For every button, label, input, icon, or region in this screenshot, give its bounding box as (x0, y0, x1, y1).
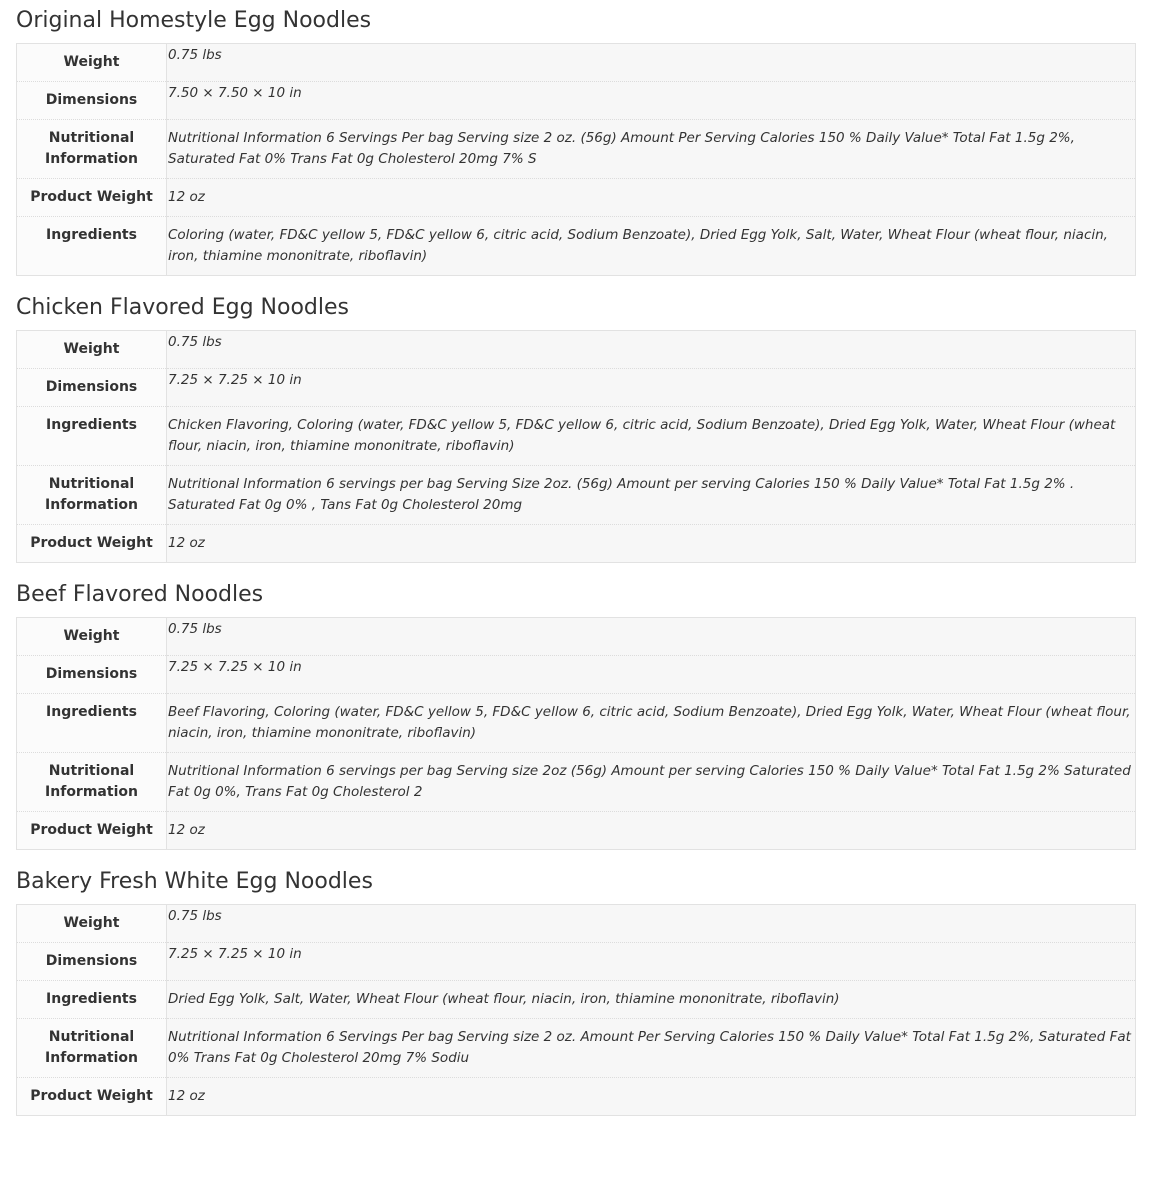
attribute-value: 7.25 × 7.25 × 10 in (167, 656, 1136, 694)
attribute-label: Weight (17, 905, 167, 943)
product-title: Bakery Fresh White Egg Noodles (16, 869, 373, 894)
product-title: Chicken Flavored Egg Noodles (16, 295, 349, 320)
attribute-value: 0.75 lbs (167, 618, 1136, 656)
attribute-row-ingredients (17, 694, 1136, 753)
attribute-row-product-weight (17, 525, 1136, 563)
attribute-label: Product Weight (17, 1078, 167, 1116)
attribute-label: Dimensions (17, 369, 167, 407)
attribute-label: Ingredients (17, 981, 167, 1019)
attribute-value: Nutritional Information 6 Servings Per bag Serving size 2 oz. (56g) Amount Per Serving Calories 150 % Daily Value* Total Fat 1.5g 2%, Saturated Fat 0% Trans Fat 0g Cholesterol 20mg 7% S (167, 120, 1136, 179)
attribute-label: Ingredients (17, 407, 167, 466)
attribute-value: Beef Flavoring, Coloring (water, FD&C yellow 5, FD&C yellow 6, citric acid, Sodium Benzoate), Dried Egg Yolk, Water, Wheat Flour (wheat flour, niacin, iron, thiamine mononitrate, riboflavin) (167, 694, 1136, 753)
attribute-row-nutritional-information (17, 120, 1136, 179)
attribute-value: 7.50 × 7.50 × 10 in (167, 82, 1136, 120)
attribute-row-weight (17, 618, 1136, 656)
attribute-label: Weight (17, 44, 167, 82)
attribute-value: Chicken Flavoring, Coloring (water, FD&C yellow 5, FD&C yellow 6, citric acid, Sodium Benzoate), Dried Egg Yolk, Water, Wheat Flour (wheat flour, niacin, iron, thiamine mononitrate, riboflavin) (167, 407, 1136, 466)
attribute-label: Nutritional Information (17, 1019, 167, 1078)
attribute-row-dimensions (17, 82, 1136, 120)
attribute-row-weight (17, 44, 1136, 82)
attribute-value: 0.75 lbs (167, 44, 1136, 82)
attribute-row-ingredients (17, 217, 1136, 276)
attribute-row-dimensions (17, 369, 1136, 407)
product-title: Original Homestyle Egg Noodles (16, 8, 372, 33)
attribute-label: Nutritional Information (17, 466, 167, 525)
attribute-label: Nutritional Information (17, 753, 167, 812)
attribute-row-product-weight (17, 179, 1136, 217)
attribute-label: Dimensions (17, 82, 167, 120)
attribute-label: Product Weight (17, 525, 167, 563)
attribute-value: 12 oz (167, 1078, 1136, 1116)
product-section-bakery-fresh-white (16, 858, 1136, 1116)
product-title: Beef Flavored Noodles (16, 582, 264, 607)
attribute-label: Weight (17, 618, 167, 656)
attribute-row-product-weight (17, 812, 1136, 850)
attribute-row-ingredients (17, 981, 1136, 1019)
attributes-table (16, 43, 1136, 276)
attribute-label: Dimensions (17, 656, 167, 694)
attribute-value: Coloring (water, FD&C yellow 5, FD&C yellow 6, citric acid, Sodium Benzoate), Dried Egg Yolk, Salt, Water, Wheat Flour (wheat flour, niacin, iron, thiamine mononitrate, riboflavin) (167, 217, 1136, 276)
attribute-row-weight (17, 905, 1136, 943)
attribute-value: 12 oz (167, 525, 1136, 563)
attributes-table (16, 330, 1136, 563)
attribute-value: 0.75 lbs (167, 905, 1136, 943)
attribute-label: Ingredients (17, 217, 167, 276)
product-section-chicken-flavored (16, 284, 1136, 563)
attribute-value: Nutritional Information 6 Servings Per bag Serving size 2 oz. Amount Per Serving Calories 150 % Daily Value* Total Fat 1.5g 2%, Saturated Fat 0% Trans Fat 0g Cholesterol 20mg 7% Sodiu (167, 1019, 1136, 1078)
attribute-value: 12 oz (167, 812, 1136, 850)
attribute-value: Nutritional Information 6 servings per bag Serving size 2oz (56g) Amount per serving Calories 150 % Daily Value* Total Fat 1.5g 2% Saturated Fat 0g 0%, Trans Fat 0g Cholesterol 2 (167, 753, 1136, 812)
attribute-value: Dried Egg Yolk, Salt, Water, Wheat Flour (wheat flour, niacin, iron, thiamine mononitrate, riboflavin) (167, 981, 1136, 1019)
attribute-row-product-weight (17, 1078, 1136, 1116)
attributes-table (16, 904, 1136, 1116)
attribute-row-dimensions (17, 943, 1136, 981)
product-section-original-homestyle (16, 0, 1136, 276)
attribute-label: Product Weight (17, 812, 167, 850)
attributes-table (16, 617, 1136, 850)
attribute-row-dimensions (17, 656, 1136, 694)
attribute-value: 0.75 lbs (167, 331, 1136, 369)
attribute-value: 7.25 × 7.25 × 10 in (167, 943, 1136, 981)
attribute-value: Nutritional Information 6 servings per bag Serving Size 2oz. (56g) Amount per serving Calories 150 % Daily Value* Total Fat 1.5g 2% . Saturated Fat 0g 0% , Tans Fat 0g Cholesterol 20mg (167, 466, 1136, 525)
attribute-label: Weight (17, 331, 167, 369)
attribute-label: Dimensions (17, 943, 167, 981)
attribute-row-ingredients (17, 407, 1136, 466)
attribute-label: Nutritional Information (17, 120, 167, 179)
attribute-row-weight (17, 331, 1136, 369)
attribute-value: 12 oz (167, 179, 1136, 217)
attribute-label: Product Weight (17, 179, 167, 217)
product-section-beef-flavored (16, 571, 1136, 850)
attribute-row-nutritional-information (17, 466, 1136, 525)
attribute-label: Ingredients (17, 694, 167, 753)
attribute-row-nutritional-information (17, 753, 1136, 812)
attribute-value: 7.25 × 7.25 × 10 in (167, 369, 1136, 407)
attribute-row-nutritional-information (17, 1019, 1136, 1078)
